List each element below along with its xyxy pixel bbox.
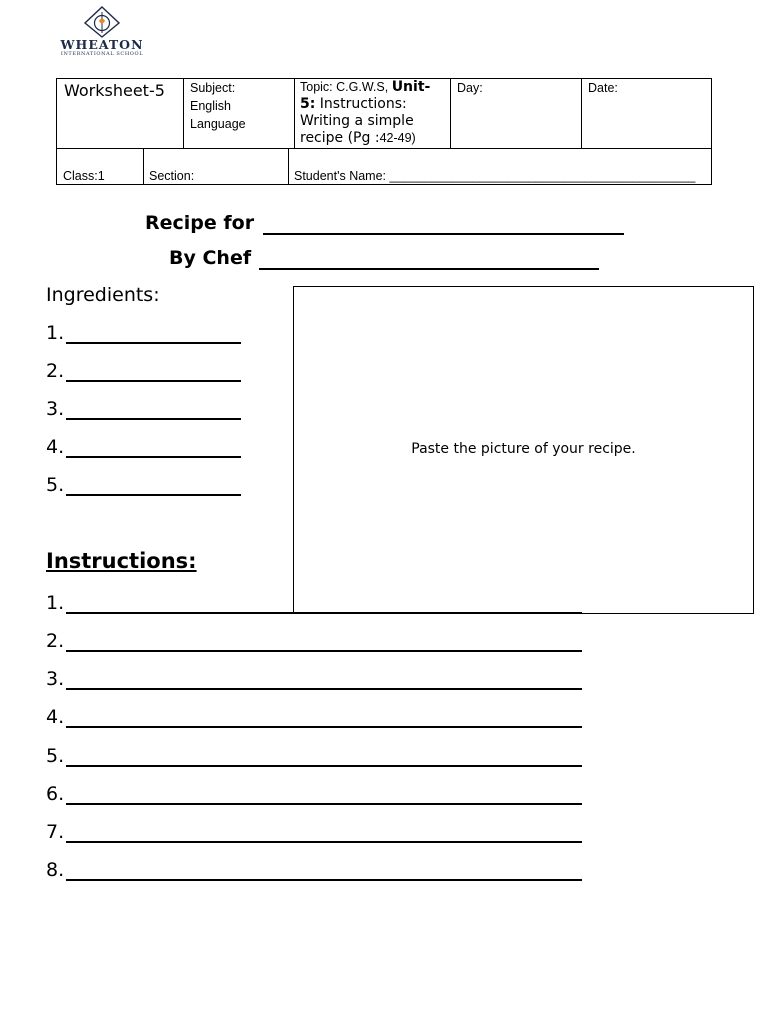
chef-name-line <box>259 268 599 270</box>
section-field: Section: <box>149 169 195 183</box>
instruction-line <box>66 688 582 690</box>
school-logo <box>56 6 148 56</box>
subject-line-2: English <box>190 99 231 113</box>
ingredient-line <box>66 342 241 344</box>
topic-unit-number: 5: <box>300 96 316 112</box>
worksheet-number: Worksheet-5 <box>64 81 165 100</box>
subject-cell <box>190 79 246 133</box>
instruction-line <box>66 841 582 843</box>
by-chef-label: By Chef <box>169 247 252 269</box>
class-field: Class:1 <box>63 169 105 183</box>
picture-instruction: Paste the picture of your recipe. <box>411 441 636 457</box>
day-field: Day: <box>457 81 483 95</box>
ingredient-number: 3. <box>46 398 65 420</box>
ingredient-line <box>66 494 241 496</box>
instruction-number: 5. <box>46 745 65 767</box>
ingredients-heading: Ingredients: <box>46 284 160 306</box>
recipe-name-line <box>263 233 624 235</box>
recipe-picture-box <box>293 286 754 614</box>
ingredient-number: 5. <box>46 474 65 496</box>
instruction-line <box>66 650 582 652</box>
worksheet-header-table <box>56 78 712 185</box>
topic-cell <box>300 79 452 147</box>
instruction-number: 2. <box>46 630 65 652</box>
subject-label: Subject: <box>190 81 236 95</box>
instruction-line <box>66 803 582 805</box>
divider <box>143 148 144 184</box>
recipe-for-label: Recipe for <box>145 212 255 234</box>
instruction-number: 1. <box>46 592 65 614</box>
instruction-number: 4. <box>46 706 65 728</box>
ingredient-line <box>66 456 241 458</box>
subject-line-3: Language <box>190 117 246 131</box>
divider <box>294 79 295 148</box>
school-subtitle: INTERNATIONAL SCHOOL <box>60 51 144 57</box>
instructions-heading: Instructions: <box>46 549 197 573</box>
school-name: WHEATON <box>60 37 144 52</box>
date-field: Date: <box>588 81 618 95</box>
instruction-line <box>66 879 582 881</box>
instruction-number: 8. <box>46 859 65 881</box>
topic-text-2: Writing a simple <box>300 113 414 129</box>
instruction-number: 7. <box>46 821 65 843</box>
topic-text-1: Instructions: <box>315 96 407 112</box>
instruction-line <box>66 726 582 728</box>
topic-pages: 42-49) <box>379 131 416 145</box>
divider <box>57 148 711 149</box>
topic-text-3: recipe (Pg : <box>300 130 380 146</box>
ingredient-line <box>66 380 241 382</box>
ingredient-line <box>66 418 241 420</box>
ingredient-number: 1. <box>46 322 65 344</box>
topic-unit: Unit- <box>391 79 431 95</box>
student-name-field: Student's Name: ____________________________________________ <box>294 169 696 183</box>
instruction-number: 6. <box>46 783 65 805</box>
school-crest-icon <box>80 6 124 38</box>
instruction-line <box>66 765 582 767</box>
topic-prefix: Topic: C.G.W.S, <box>300 80 392 94</box>
divider <box>581 79 582 148</box>
divider <box>288 148 289 184</box>
instruction-number: 3. <box>46 668 65 690</box>
divider <box>183 79 184 148</box>
ingredient-number: 2. <box>46 360 65 382</box>
ingredient-number: 4. <box>46 436 65 458</box>
